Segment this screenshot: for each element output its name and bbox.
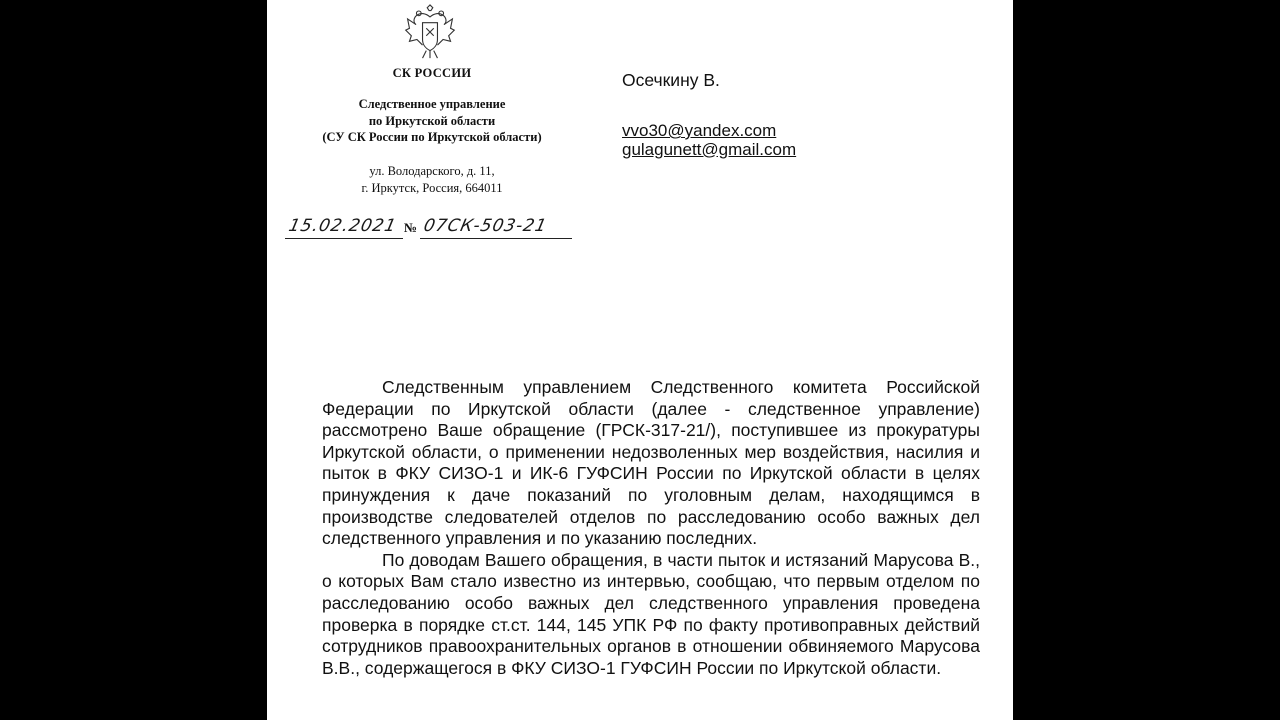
email-link[interactable]: gulagunett@gmail.com (622, 139, 797, 159)
address-line: г. Иркутск, Россия, 664011 (361, 181, 503, 195)
org-line: по Иркутской области (368, 113, 496, 128)
org-department (297, 96, 567, 146)
org-line: (СУ СК России по Иркутской области) (322, 130, 542, 144)
double-headed-eagle-emblem-icon (402, 4, 458, 60)
letter-page (267, 0, 1013, 720)
handwritten-number: 07СК-503-21 (421, 216, 550, 236)
handwritten-date: 15.02.2021 (286, 216, 399, 236)
body-paragraph: По доводам Вашего обращения, в части пыток и истязаний Марусова В., о которых Вам стало известно из интервью, сообщаю, что первым отделом по расследованию особо важных дел следственного управления проведена проверка в порядке ст.ст. 144, 145 УПК РФ по факту противоправных действий сотрудников правоохранительных органов в отношении обвиняемого Марусова В.В., содержащегося в ФКУ СИЗО-1 ГУФСИН России по Иркутской области. (322, 549, 980, 678)
org-address (297, 163, 567, 197)
body-paragraph: Следственным управлением Следственного комитета Российской Федерации по Иркутской области (далее - следственное управление) рассмотрено Ваше обращение (ГРСК-317-21/), поступившее из прокуратуры Иркутской области, о применении недозволенных мер воздействия, насилия и пыток в ФКУ СИЗО-1 и ИК-6 ГУФСИН России по Иркутской области в целях принуждения к даче показаний по уголовным делам, находящимся в производстве следователей отделов по расследованию особо важных дел следственного управления и по указанию последних. (322, 377, 980, 549)
org-line: Следственное управление (358, 97, 506, 111)
recipient-emails (622, 122, 796, 159)
address-line: ул. Володарского, д. 11, (369, 164, 495, 178)
registration-number-label: № (404, 220, 418, 235)
letter-body (322, 377, 980, 679)
org-name: СК РОССИИ (392, 66, 472, 80)
email-link[interactable]: vvo30@yandex.com (622, 121, 777, 140)
registration-date-field (285, 214, 403, 239)
recipient-name: Осечкину В. (622, 70, 720, 90)
registration-number-field (420, 214, 572, 239)
